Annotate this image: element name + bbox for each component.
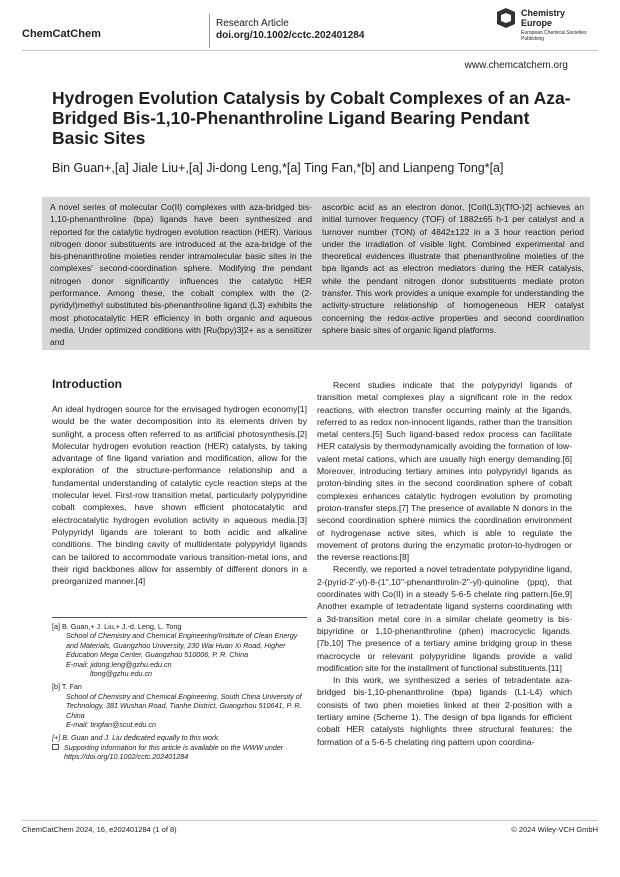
abstract-box: [42, 197, 590, 350]
body-paragraph-3: In this work, we synthesized a series of tetradentate aza-bridged bis-1,10-phenanthroline (bpa) ligands (L1-L4) which consists of two phen moieties linked at their 2-position with a tertiary amine (Scheme 1). The design of bpa ligands for efficient cobalt HER catalysts highlights three structural features: the formation of a 5-6-5 chelating ring pattern upon coordina-: [317, 675, 572, 747]
affiliations: [52, 622, 307, 762]
intro-paragraph: An ideal hydrogen source for the envisaged hydrogen economy[1] would be the water decomposition into its elements driven by sunlight, a process often referred to as artificial photosynthesis.[2] Molecular hydrogen evolution reaction (HER) catalysts, by taking advantage of fine ligand variation and modification, allow for the exploration of the structure-performance relationship and a fundamental understanding of catalytic cycle reaction steps at the molecular level. First-row transition metal, particularly polypyridine cobalt complexes, have shown efficient photocatalytic and electrocatalytic hydrogen evolution activity in aqueous media.[3] Polypyridyl ligands are tolerant to both acidic and alkaline conditions. The binding cavity of multidentate polypyridyl ligands can be tailored to accommodate various transition-metal ions, and their rigid backbones allow for assembly of different donors in a preorganized manner.[4]: [52, 404, 307, 587]
footer-copyright: © 2024 Wiley-VCH GmbH: [511, 825, 598, 834]
abstract-right-column: ascorbic acid as an electron donor, [CoII(L3)(TfO-)2] achieves an initial turnover frequency (TOF) of 1882±65 h-1 per catalyst and a turnover number (TON) of 4842±122 in a 3 hour reaction period under the irradiation of visible light. Combined experimental and theoretical evidences illustrate that phenanthroline moieties of the bpa ligands act as electron mediators during the HER catalysis, while the pendant nitrogen donor substituents mediate proton transfer. This work provides a unique example for understanding the activity-structure relationship of homogeneous HER catalyst concerning the redox-active properties and second coordination sphere basic sites of organic ligand platforms.: [322, 202, 584, 335]
chemistry-europe-icon: [495, 8, 517, 28]
document-icon: [52, 744, 59, 750]
journal-name: ChemCatChem: [22, 28, 101, 40]
affiliation-b-email[interactable]: E-mail: tingfan@scut.edu.cn: [66, 720, 156, 730]
header-rule: [22, 50, 598, 51]
affiliation-b-address: School of Chemistry and Chemical Engineering, South China University of Technology, 381 Wushan Road, Tianhe District, Guangzhou 510641, P. R. China: [66, 691, 302, 720]
article-type: Research Article: [216, 18, 289, 29]
article-title: Hydrogen Evolution Catalysis by Cobalt Complexes of an Aza-Bridged Bis-1,10-Phenanthroline Ligand Bearing Pendant Basic Sites: [52, 88, 571, 148]
equal-contribution-note: [+] B. Guan and J. Liu dedicated equally to this work.: [52, 733, 221, 743]
footer-citation: ChemCatChem 2024, 16, e202401284 (1 of 8): [22, 825, 177, 834]
footer-rule: [22, 820, 598, 821]
logo-text: Chemistry Europe: [521, 8, 566, 28]
body-paragraph-2: Recently, we reported a novel tetradentate polypyridine ligand, 2-(pyrid-2'-yl)-8-(1'',10''-phenanthrolin-2''-yl)-quinoline (ppq), that coordinates with Co(II) in a steady 5-6-5 chelate ring pattern.[6e,9] Another example of tetradentate ligand systems coordinating with a 3d-transition metal core in a similar chelate geometry is bis-bipyridine or 1,10-phenanthroline (phen) macrocyclic ligands.[7b,10] The presence of a tertiary amine bridging group in these macrocycle or relevant polypyridine ligands provide a valid modification site for the installment of functional substituents.[11]: [317, 564, 572, 673]
affiliation-a-email-2[interactable]: ltong@gzhu.edu.cn: [90, 669, 153, 679]
publisher-logo: [495, 8, 595, 48]
affiliation-divider: [52, 617, 307, 618]
header-article-info: [216, 18, 364, 42]
header-divider: [209, 14, 210, 48]
affiliation-a-address: School of Chemistry and Chemical Engineering/Institute of Clean Energy and Materials, Guangzhou University, 230 Wai Huan Xi Road, Higher Education Mega Center, Guangzhou 510006, P. R. China: [66, 631, 298, 660]
section-heading-introduction: Introduction: [52, 377, 122, 391]
journal-website[interactable]: www.chemcatchem.org: [464, 60, 568, 71]
affiliation-b-authors: [b] T. Fan: [52, 682, 82, 692]
author-list: Bin Guan+,[a] Jiale Liu+,[a] Ji-dong Leng,*[a] Ting Fan,*[b] and Lianpeng Tong*[a]: [52, 161, 504, 175]
logo-subtitle: European Chemical Societies Publishing: [521, 30, 587, 42]
supporting-info-note: Supporting information for this article is available on the WWW under https://doi.org/10.1002/cctc.202401284: [52, 743, 307, 762]
doi-link[interactable]: doi.org/10.1002/cctc.202401284: [216, 30, 365, 41]
body-paragraph-1: Recent studies indicate that the polypyridyl ligands of transition metal complexes play a significant role in the redox reactions, with electron transfer occurring mainly at the ligands, referred to as redox non-innocent ligands, rather than the transition metal centers.[5] Such ligand-based redox process can facilitate HER catalysis by thermodynamically avoiding the formation of low-valent metal cations, which are usually high energy demanding.[6] Moreover, introducing tertiary amines into polypyridyl ligands as proton-binding sites in the second coordination sphere of cobalt complexes enhances catalytic hydrogen evolution by promoting proton-transfer steps.[7] The presence of available N donors in the second coordination sphere mimics the coordination environment of hydrogenase active sites, which is able to regulate the movement of protons during the enzymatic proton-to-hydrogen or the reverse reactions.[8]: [317, 380, 572, 563]
affiliation-a-email[interactable]: E-mail: jidong.leng@gzhu.edu.cn: [66, 659, 172, 669]
affiliation-a-authors: [a] B. Guan,+ J. Liu,+ J.-d. Leng, L. Tong: [52, 622, 182, 631]
abstract-left-column: A novel series of molecular Co(II) complexes with aza-bridged bis-1,10-phenanthroline (bpa) ligands have been synthesized and reported for the catalytic hydrogen evolution reaction (HER). Various nitrogen donor substituents are introduced at the aza-bridge of the bis-phenanthroline moieties render intramolecular basic sites in the complexes' second-coordination sphere. Modifying the pendant nitrogen donor significantly influences the catalytic HER performance. Among these, the cobalt complex with the (2-pyridyl)methyl substituted bis-phenanthroline ligand (L3) exhibits the most photocatalytic HER efficiency in both organic and aqueous media. Under optimized conditions with [Ru(bpy)3]2+ as a sensitizer and: [50, 202, 312, 348]
right-column: [317, 379, 572, 748]
